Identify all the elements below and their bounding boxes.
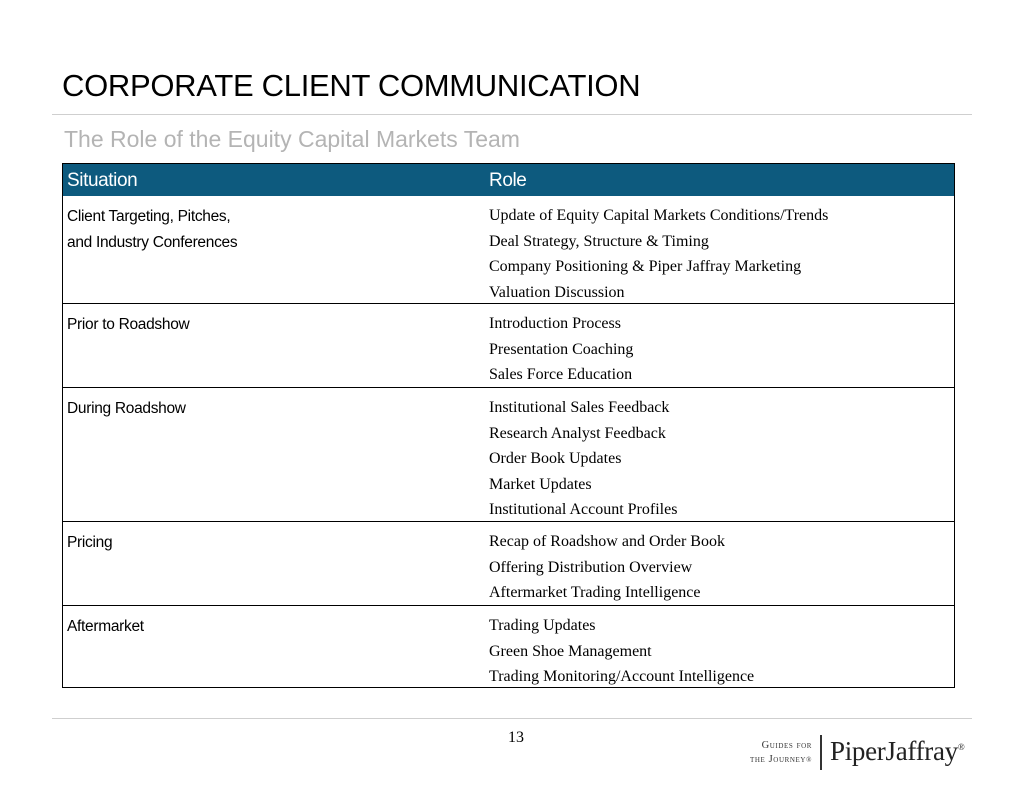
role-item: Institutional Sales Feedback [489,399,670,416]
situation-cell [67,312,189,338]
role-list [489,203,828,305]
role-item: Introduction Process [489,315,621,332]
role-list [489,395,677,523]
role-item: Recap of Roadshow and Order Book [489,533,725,550]
column-header-role: Role [489,170,527,191]
situation-line: Pricing [67,534,113,551]
role-item: Green Shoe Management [489,642,652,660]
table-row [63,387,954,521]
tagline-line: the Journey [749,754,807,765]
role-list [489,311,633,388]
registered-mark: ® [957,742,965,752]
footer-divider [52,718,972,719]
tagline-line: Guides for [761,740,812,751]
role-item: Update of Equity Capital Markets Conditions/Trends [489,207,829,224]
page-subtitle: The Role of the Equity Capital Markets Team [64,126,520,152]
title-divider [52,114,972,115]
role-item: Sales Force Education [489,366,633,383]
situation-line: and Industry Conferences [67,234,238,251]
column-header-situation: Situation [67,170,138,191]
role-item: Order Book Updates [489,450,622,467]
role-item: Valuation Discussion [489,283,625,301]
situation-line: Aftermarket [67,618,144,635]
role-item: Market Updates [489,475,592,493]
situation-cell [67,614,144,640]
company-logo [830,736,964,767]
situation-cell [67,204,237,256]
role-list [489,529,725,606]
table-header [63,164,954,196]
role-item: Presentation Coaching [489,340,634,358]
situation-cell [67,396,186,422]
logo-text: PiperJaffray [830,736,958,766]
table-row [63,196,954,303]
situation-cell [67,530,112,556]
page-title: CORPORATE CLIENT COMMUNICATION [62,68,641,103]
role-item: Institutional Account Profiles [489,501,678,518]
role-item: Research Analyst Feedback [489,424,666,442]
role-item: Trading Updates [489,617,596,634]
logo-divider [820,735,822,770]
situation-line: Client Targeting, Pitches, [67,208,231,225]
situation-line: Prior to Roadshow [67,316,190,333]
registered-mark: ® [806,756,812,764]
table-row [63,605,954,688]
table-row [63,521,954,605]
role-item: Trading Monitoring/Account Intelligence [489,668,755,685]
page-number: 13 [508,729,524,746]
role-item: Offering Distribution Overview [489,558,693,576]
role-table [62,163,955,688]
role-item: Company Positioning & Piper Jaffray Marketing [489,258,802,275]
role-list [489,613,754,690]
role-item: Deal Strategy, Structure & Timing [489,232,709,250]
tagline [728,739,812,767]
situation-line: During Roadshow [67,400,186,417]
table-row [63,303,954,387]
role-item: Aftermarket Trading Intelligence [489,584,701,601]
